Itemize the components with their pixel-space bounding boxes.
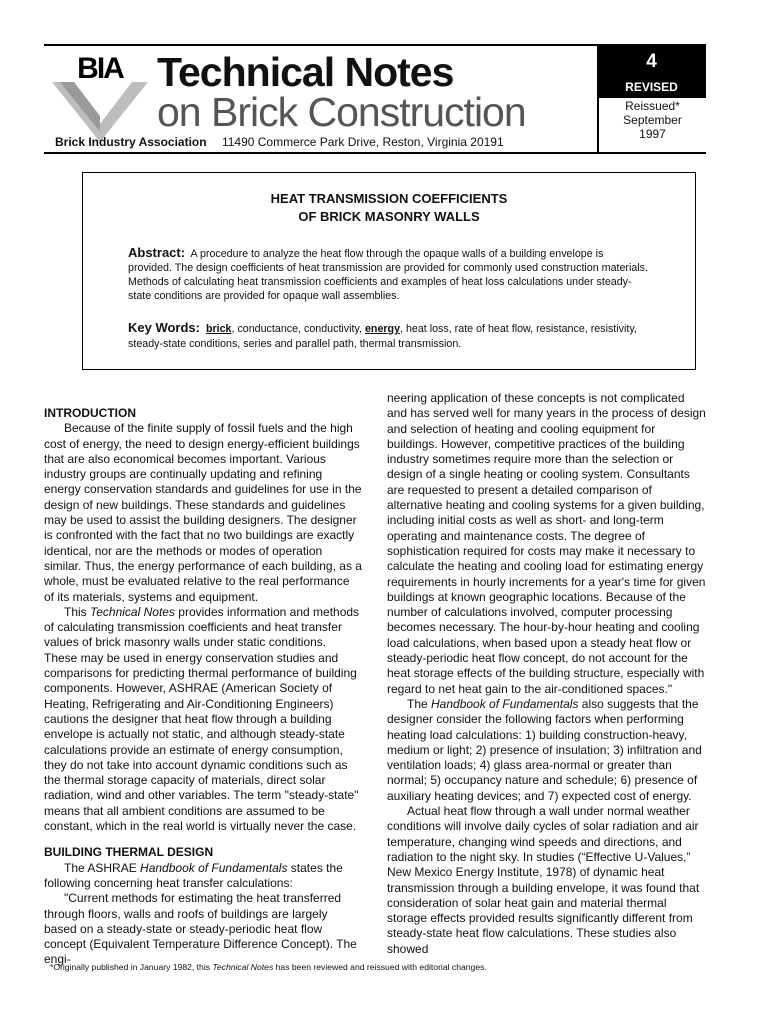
design-quote-start: "Current methods for estimating the heat transferred through floors, walls and roofs of buildings are largely based on a steady-state or steady-periodic heat flow concept (Equivalent Temperature Difference Concept). The engi- <box>44 891 357 967</box>
document-title <box>82 190 696 226</box>
keywords-rest: , heat loss, rate of heat flow, resistance, resistivity, steady-state conditions, series and parallel path, thermal transmission. <box>128 323 637 350</box>
bia-logo <box>50 52 150 142</box>
keywords-middle: , conductance, conductivity, <box>231 323 365 335</box>
footnote-italic: Technical Notes <box>212 962 274 972</box>
issue-number: 4 <box>646 51 657 72</box>
abstract-label: Abstract: <box>128 245 186 260</box>
keyword-brick-link[interactable]: brick <box>205 323 232 335</box>
logo-lettering: BIA <box>77 52 123 85</box>
heat-flow-paragraph: Actual heat flow through a wall under normal weather conditions will involve daily cycles of solar radiation and air temperature, changing wind speeds and directions, and radiation to the night sky. In studies (“Effective U-Values,” New Mexico Energy Institute, 1978) of dynamic heat transmission through a building envelope, it was found that consideration of solar heat gain and material thermal storage effects provided results significantly different from steady-state heat flow calculations. These studies also showed <box>387 804 700 956</box>
handbook-italic-2: Handbook of Fundamentals <box>431 696 579 711</box>
title-brick-construction: on Brick Construction <box>157 89 526 135</box>
handbook-italic: Handbook of Fundamentals <box>140 860 288 875</box>
technical-notes-italic: Technical Notes <box>90 604 175 619</box>
reissued-label: Reissued* <box>625 99 680 113</box>
design-paragraph-1: The ASHRAE Handbook of Fundamentals states the following concerning heat transfer calculations: <box>44 860 343 890</box>
heading-introduction: INTRODUCTION <box>44 406 136 420</box>
quote-continuation: neering application of these concepts is not complicated and has served well for many years in the process of design and selection of heating and cooling equipment for buildings. However, competitive practices of the building industry sometimes require more than the selection or design of a single heating or cooling system. Consultants are requested to present a detailed comparison of alternative heating and cooling systems for a given building, including initial costs as well as short- and long-term operating and maintenance costs. The degree of sophistication required for costs may make it necessary to calculate the heating and cooling load for estimating energy requirements in hourly increments for a year's time for given buildings at known geographic locations. Because of the number of calculations involved, computer processing becomes necessary. The hour-by-hour heating and cooling load calculations, when based upon a steady heat flow or steady-periodic heat flow concept, do not account for the heat storage effects of the building structure, especially with regard to net heat gain to the air-conditioned spaces." <box>387 391 706 696</box>
document-title-line2: OF BRICK MASONRY WALLS <box>298 209 480 224</box>
left-column <box>44 406 362 968</box>
reissued-month: September <box>623 113 682 127</box>
header-bottom-rule <box>44 152 706 154</box>
intro-paragraph-1: Because of the finite supply of fossil fuels and the high cost of energy, the need to design energy-efficient buildings that are also economical becomes important. Various industry groups are continually updating and refining energy conservation standards and guidelines for use in the design of new buildings. These standards and guidelines may be used to assist the building designers. The designer is confronted with the fact that no two buildings are exactly identical, nor are the methods or modes of operation similar. Thus, the energy performance of each building, as a whole, must be evaluated relative to the real performance of its materials, systems and equipment. <box>44 421 362 604</box>
keywords-label: Key Words: <box>128 320 200 335</box>
reissue-box <box>597 98 706 153</box>
keywords <box>128 320 668 352</box>
heading-building-thermal-design: BUILDING THERMAL DESIGN <box>44 845 214 860</box>
revised-label: REVISED <box>625 80 678 94</box>
document-title-line1: HEAT TRANSMISSION COEFFICIENTS <box>270 191 508 206</box>
association-name: Brick Industry Association <box>55 135 207 149</box>
right-column <box>387 391 707 957</box>
factors-paragraph: The Handbook of Fundamentals also suggests that the designer consider the following factors when performing heating load calculations: 1) building construction-heavy, medium or light; 2) presence of insulation; 3) infiltration and ventilation loads; 4) glass area-normal or greater than normal; 5) occupancy nature and schedule; 6) presence of auxiliary heating devices; and 7) expected cost of energy. <box>387 696 702 803</box>
keyword-energy-link[interactable]: energy <box>364 323 401 335</box>
footnote: *Originally published in January 1982, this Technical Notes has been reviewed and reissued with editorial changes. <box>50 962 487 972</box>
association-address: 11490 Commerce Park Drive, Reston, Virginia 20191 <box>221 135 504 149</box>
issue-number-box <box>597 46 706 98</box>
reissued-year: 1997 <box>639 127 666 141</box>
abstract <box>128 246 648 303</box>
intro-paragraph-2: This Technical Notes provides information and methods of calculating transmission coefficients and heat transfer values of brick masonry walls under static conditions. These may be used in energy conservation studies and comparisons for predicting thermal performance of building components. However, ASHRAE (American Society of Heating, Refrigerating and Air-Conditioning Engineers) cautions the designer that heat flow through a building envelope is actually not static, and although steady-state calculations provide an estimate of energy consumption, they do not take into account dynamic conditions such as the thermal storage capacity of materials, direct solar radiation, wind and other variables. The term "steady-state" means that all ambient conditions are assumed to be constant, which in the real world is virtually never the case. <box>44 604 360 834</box>
association-line <box>55 135 504 149</box>
title-technical-notes: Technical Notes <box>157 49 454 95</box>
abstract-text: A procedure to analyze the heat flow through the opaque walls of a building envelope is provided. The design coefficients of heat transmission are provided for commonly used construction materials. Methods of calculating heat transmission coefficients and examples of heat loss calculations under steady-state conditions are provided for opaque wall assemblies. <box>128 248 648 302</box>
